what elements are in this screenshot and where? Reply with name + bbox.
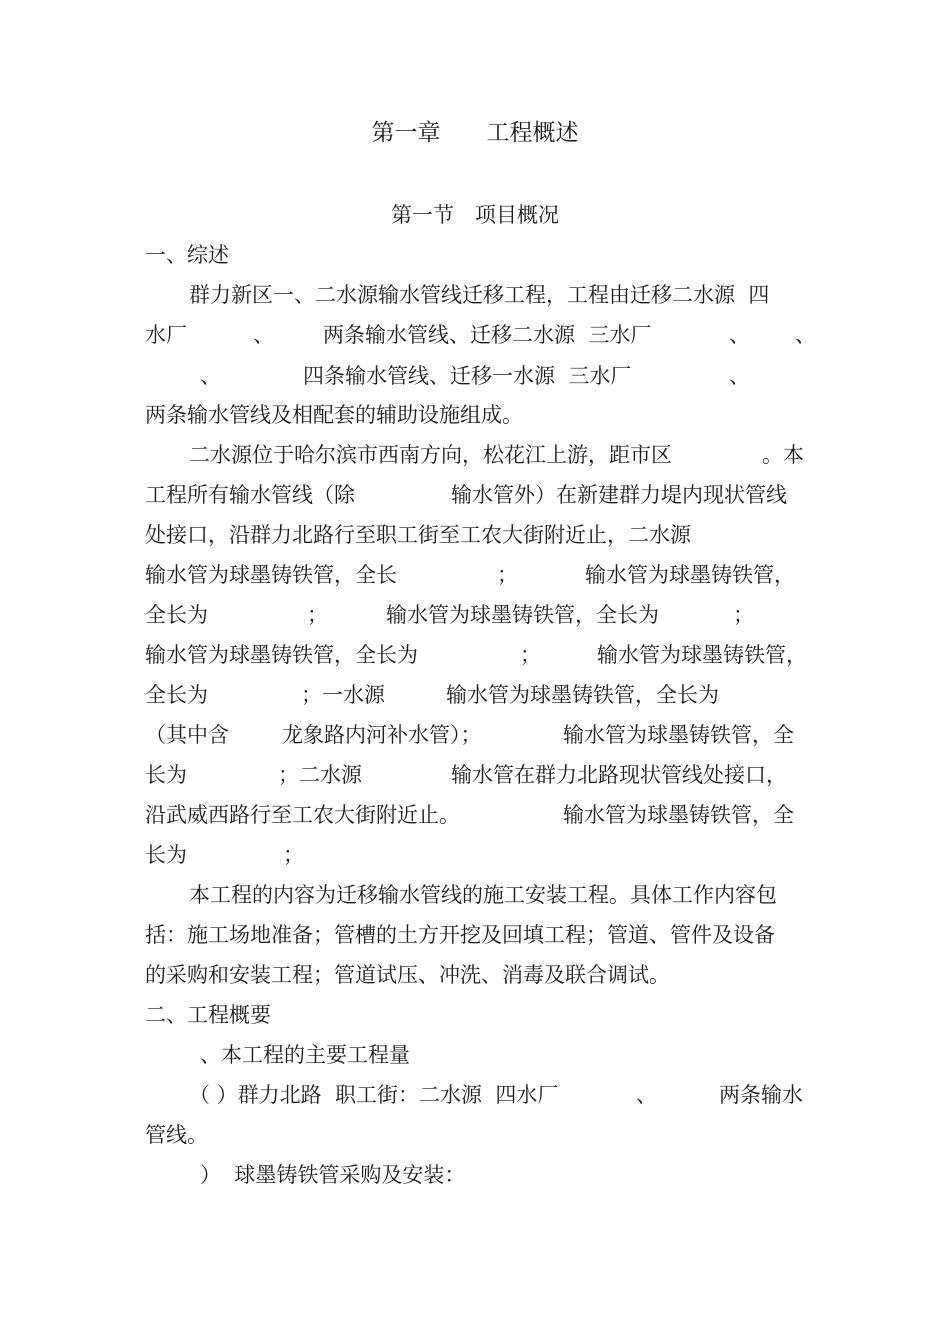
text-fragment: 龙象路内河补水管）； [282,723,482,747]
text-fragment: 输水管为球墨铸铁管，全长为 [386,603,659,627]
text-fragment: 四条输水管线、迁移一水源 三水厂 [303,364,632,388]
text-fragment: 两条输水管线、迁移二水源 三水厂 [323,323,652,347]
text-fragment: 输水管为球墨铸铁管， [585,563,795,587]
text-fragment: 输水管为球墨铸铁管， [597,643,807,667]
paragraph-2-line-3: 处接口，沿群力北路行至职工街至工农大街附近止，二水源 [145,523,691,547]
text-fragment: 、 [253,323,274,347]
text-fragment: 输水管为球墨铸铁管，全长为 [145,643,418,667]
text-fragment: 全长为 [145,603,208,627]
text-fragment: 沿武威西路行至工农大街附近止。 [145,803,460,827]
text-fragment: 两条输水 [719,1083,803,1107]
paragraph-3-line-1: 本工程的内容为迁移输水管线的施工安装工程。具体工作内容包 [189,883,777,907]
text-fragment: 水厂 [145,323,187,347]
text-fragment: （ ）群力北路 职工街：二水源 四水厂 [189,1083,559,1107]
paragraph-3-line-3: 的采购和安装工程；管道试压、冲洗、消毒及联合调试。 [145,963,670,987]
text-fragment: 、 [636,1083,657,1107]
text-fragment: ； [733,603,754,627]
text-fragment: 输水管为球墨铸铁管，全 [563,803,794,827]
paragraph-1-line-4: 两条输水管线及相配套的辅助设施组成。 [145,403,523,427]
text-fragment: 输水管外）在新建群力堤内现状管线 [451,483,787,507]
paragraph-1-line-1: 群力新区一、二水源输水管线迁移工程，工程由迁移二水源 四 [189,283,770,307]
text-fragment: 全长为 [145,683,208,707]
text-fragment: 工程所有输水管线（除 [145,483,355,507]
item-1-line-2: 管线。 [145,1123,208,1147]
text-fragment: 输水管为球墨铸铁管，全长 [145,563,397,587]
text-fragment: （其中含 [145,723,229,747]
text-fragment: 、 [729,323,750,347]
text-fragment: 。本 [762,443,804,467]
text-fragment: ； [497,563,518,587]
text-fragment: ； [283,843,304,867]
text-fragment: 输水管为球墨铸铁管，全 [563,723,794,747]
text-fragment: 、 [729,364,750,388]
text-fragment: 、 [795,323,816,347]
chapter-title: 第一章 工程概述 [371,120,579,146]
text-fragment: ； [307,603,328,627]
subheading-main-quantities: 、本工程的主要工程量 [200,1043,410,1067]
text-fragment: 输水管为球墨铸铁管，全长为 [446,683,719,707]
heading-overview: 一、综述 [145,243,229,267]
text-fragment: 输水管在群力北路现状管线处接口， [451,763,787,787]
text-fragment: ；二水源 [278,763,362,787]
section-title: 第一节 项目概况 [391,203,559,227]
heading-project-summary: 二、工程概要 [145,1003,271,1027]
text-fragment: 、 [200,364,221,388]
item-pipe-procurement: ） 球墨铸铁管采购及安装： [200,1163,466,1187]
text-fragment: ；一水源 [301,683,385,707]
text-fragment: 长为 [145,843,187,867]
text-fragment: ； [520,643,541,667]
text-fragment: 二水源位于哈尔滨市西南方向，松花江上游，距市区 [189,443,672,467]
paragraph-3-line-2: 括：施工场地准备；管槽的土方开挖及回填工程；管道、管件及设备 [145,923,775,947]
text-fragment: 长为 [145,763,187,787]
